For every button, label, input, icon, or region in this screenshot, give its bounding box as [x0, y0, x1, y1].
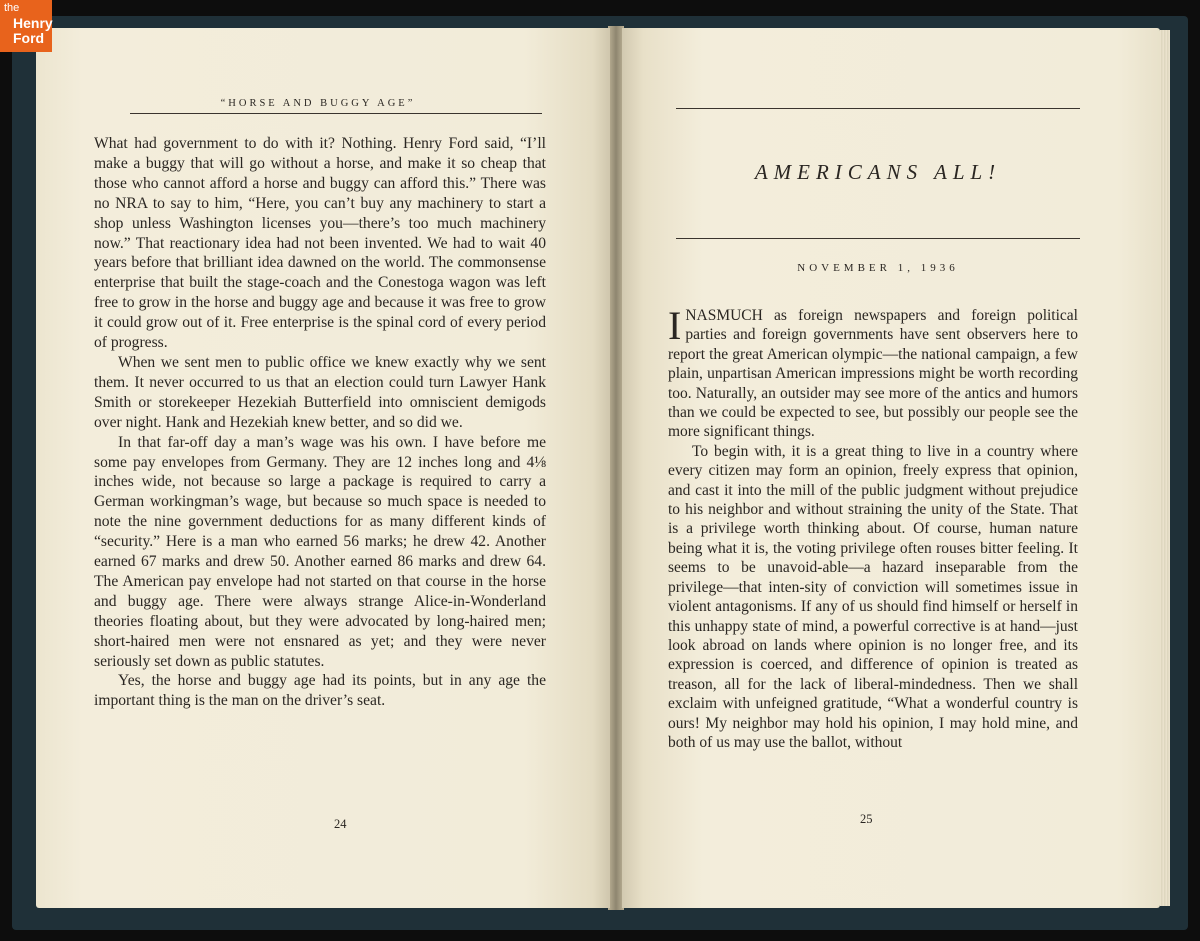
page-number-left: 24 [334, 817, 347, 831]
paragraph: What had government to do with it? Nothing. Henry Ford said, “I’ll make a buggy that will go without a horse, and make it so cheap that those who cannot afford a horse and buggy can afford this.” There was no NRA to say to him, “Here, you can’t buy any machinery to start a shop unless Washington licenses you—there’s too much machinery now.” That reactionary idea had not been invented. We had to wait 40 years before that brilliant idea dawned on the world. The commonsense enterprise that built the stage-coach and the Conestoga wagon was left free to grow in the horse and buggy age and because it was free to grow it could grow out of it. Free enterprise is the spinal cord of every period of progress. [94, 135, 546, 352]
logo-text-henry: Henry [13, 15, 53, 31]
left-page-body [94, 134, 546, 711]
chapter-heading: AMERICANS ALL! [754, 160, 1002, 184]
running-head-rule [130, 113, 542, 114]
paragraph: Yes, the horse and buggy age had its points, but in any age the important thing is the man on the driver’s seat. [94, 672, 546, 710]
running-head: “HORSE AND BUGGY AGE” [220, 98, 416, 109]
paragraph: In that far-off day a man’s wage was his own. I have before me some pay envelopes from Germany. They are 12 inches long and 4⅛ inches wide, not because so large a package is required to carry a German workingman’s wage, but because so much space is needed to note the nine government deductions for as many different kinds of “security.” Here is a man who earned 56 marks; he drew 42. Another earned 67 marks and drew 50. Another earned 86 marks and drew 64. The American pay envelope had not started on that course in the horse and buggy age. There were always strange Alice-in-Wonderland theories floating about, but they were advocated by long-haired men; short-haired men were not ensnared as yet; and they were never seriously set down as public statutes. [94, 433, 546, 670]
paragraph: When we sent men to public office we knew exactly why we sent them. It never occurred to us that an election could turn Lawyer Hank Smith or storekeeper Hezekiah Butterfield into omniscient demigods over night. Hank and Hezekiah knew better, and so did we. [94, 353, 546, 431]
paragraph-text: NASMUCH as foreign newspapers and foreign political parties and foreign governments have sent observers here to report the great American olympic—the national campaign, a few plain, unpartisan American impressions might be worth recording too. Naturally, an outsider may see more of the antics and humors than we could be expected to see, but possibly our people see the more significant things. [668, 307, 1078, 441]
paragraph: To begin with, it is a great thing to live in a country where every citizen may form an opinion, freely express that opinion, and cast it into the mill of the public judgment without prejudice to his neighbor and without straining the unity of the State. That is a privilege worth thinking about. Of course, human nature being what it is, the voting privilege often rouses bitter feeling. It seems to be unavoid-able—a hazard inseparable from the privilege—that inten-sity of conviction will sometimes issue in violent antagonisms. If any of us should find himself or herself in this unhappy state of mind, a powerful corrective is at hand—just look abroad on lands where opinion is no longer free, and its expression is coerced, and difference of opinion is treated as treason, all for the lack of liberal-mindedness. Then we shall exclaim with unfeigned gratitude, “What a wonderful country is ours! My neighbor may hold his opinion, I may hold mine, and both of us may use the ballot, without [668, 442, 1078, 751]
henry-ford-logo [0, 0, 52, 52]
paragraph [668, 303, 1078, 442]
logo-text-ford: Ford [13, 30, 45, 46]
drop-cap: I [668, 303, 682, 348]
right-page-body [668, 303, 1078, 752]
chapter-date: NOVEMBER 1, 1936 [797, 262, 959, 274]
page-edges [1160, 30, 1170, 906]
page-number-right: 25 [860, 812, 873, 826]
heading-rule-bottom [676, 238, 1080, 239]
logo-text-the: the [4, 2, 20, 14]
heading-rule-top [676, 108, 1080, 109]
